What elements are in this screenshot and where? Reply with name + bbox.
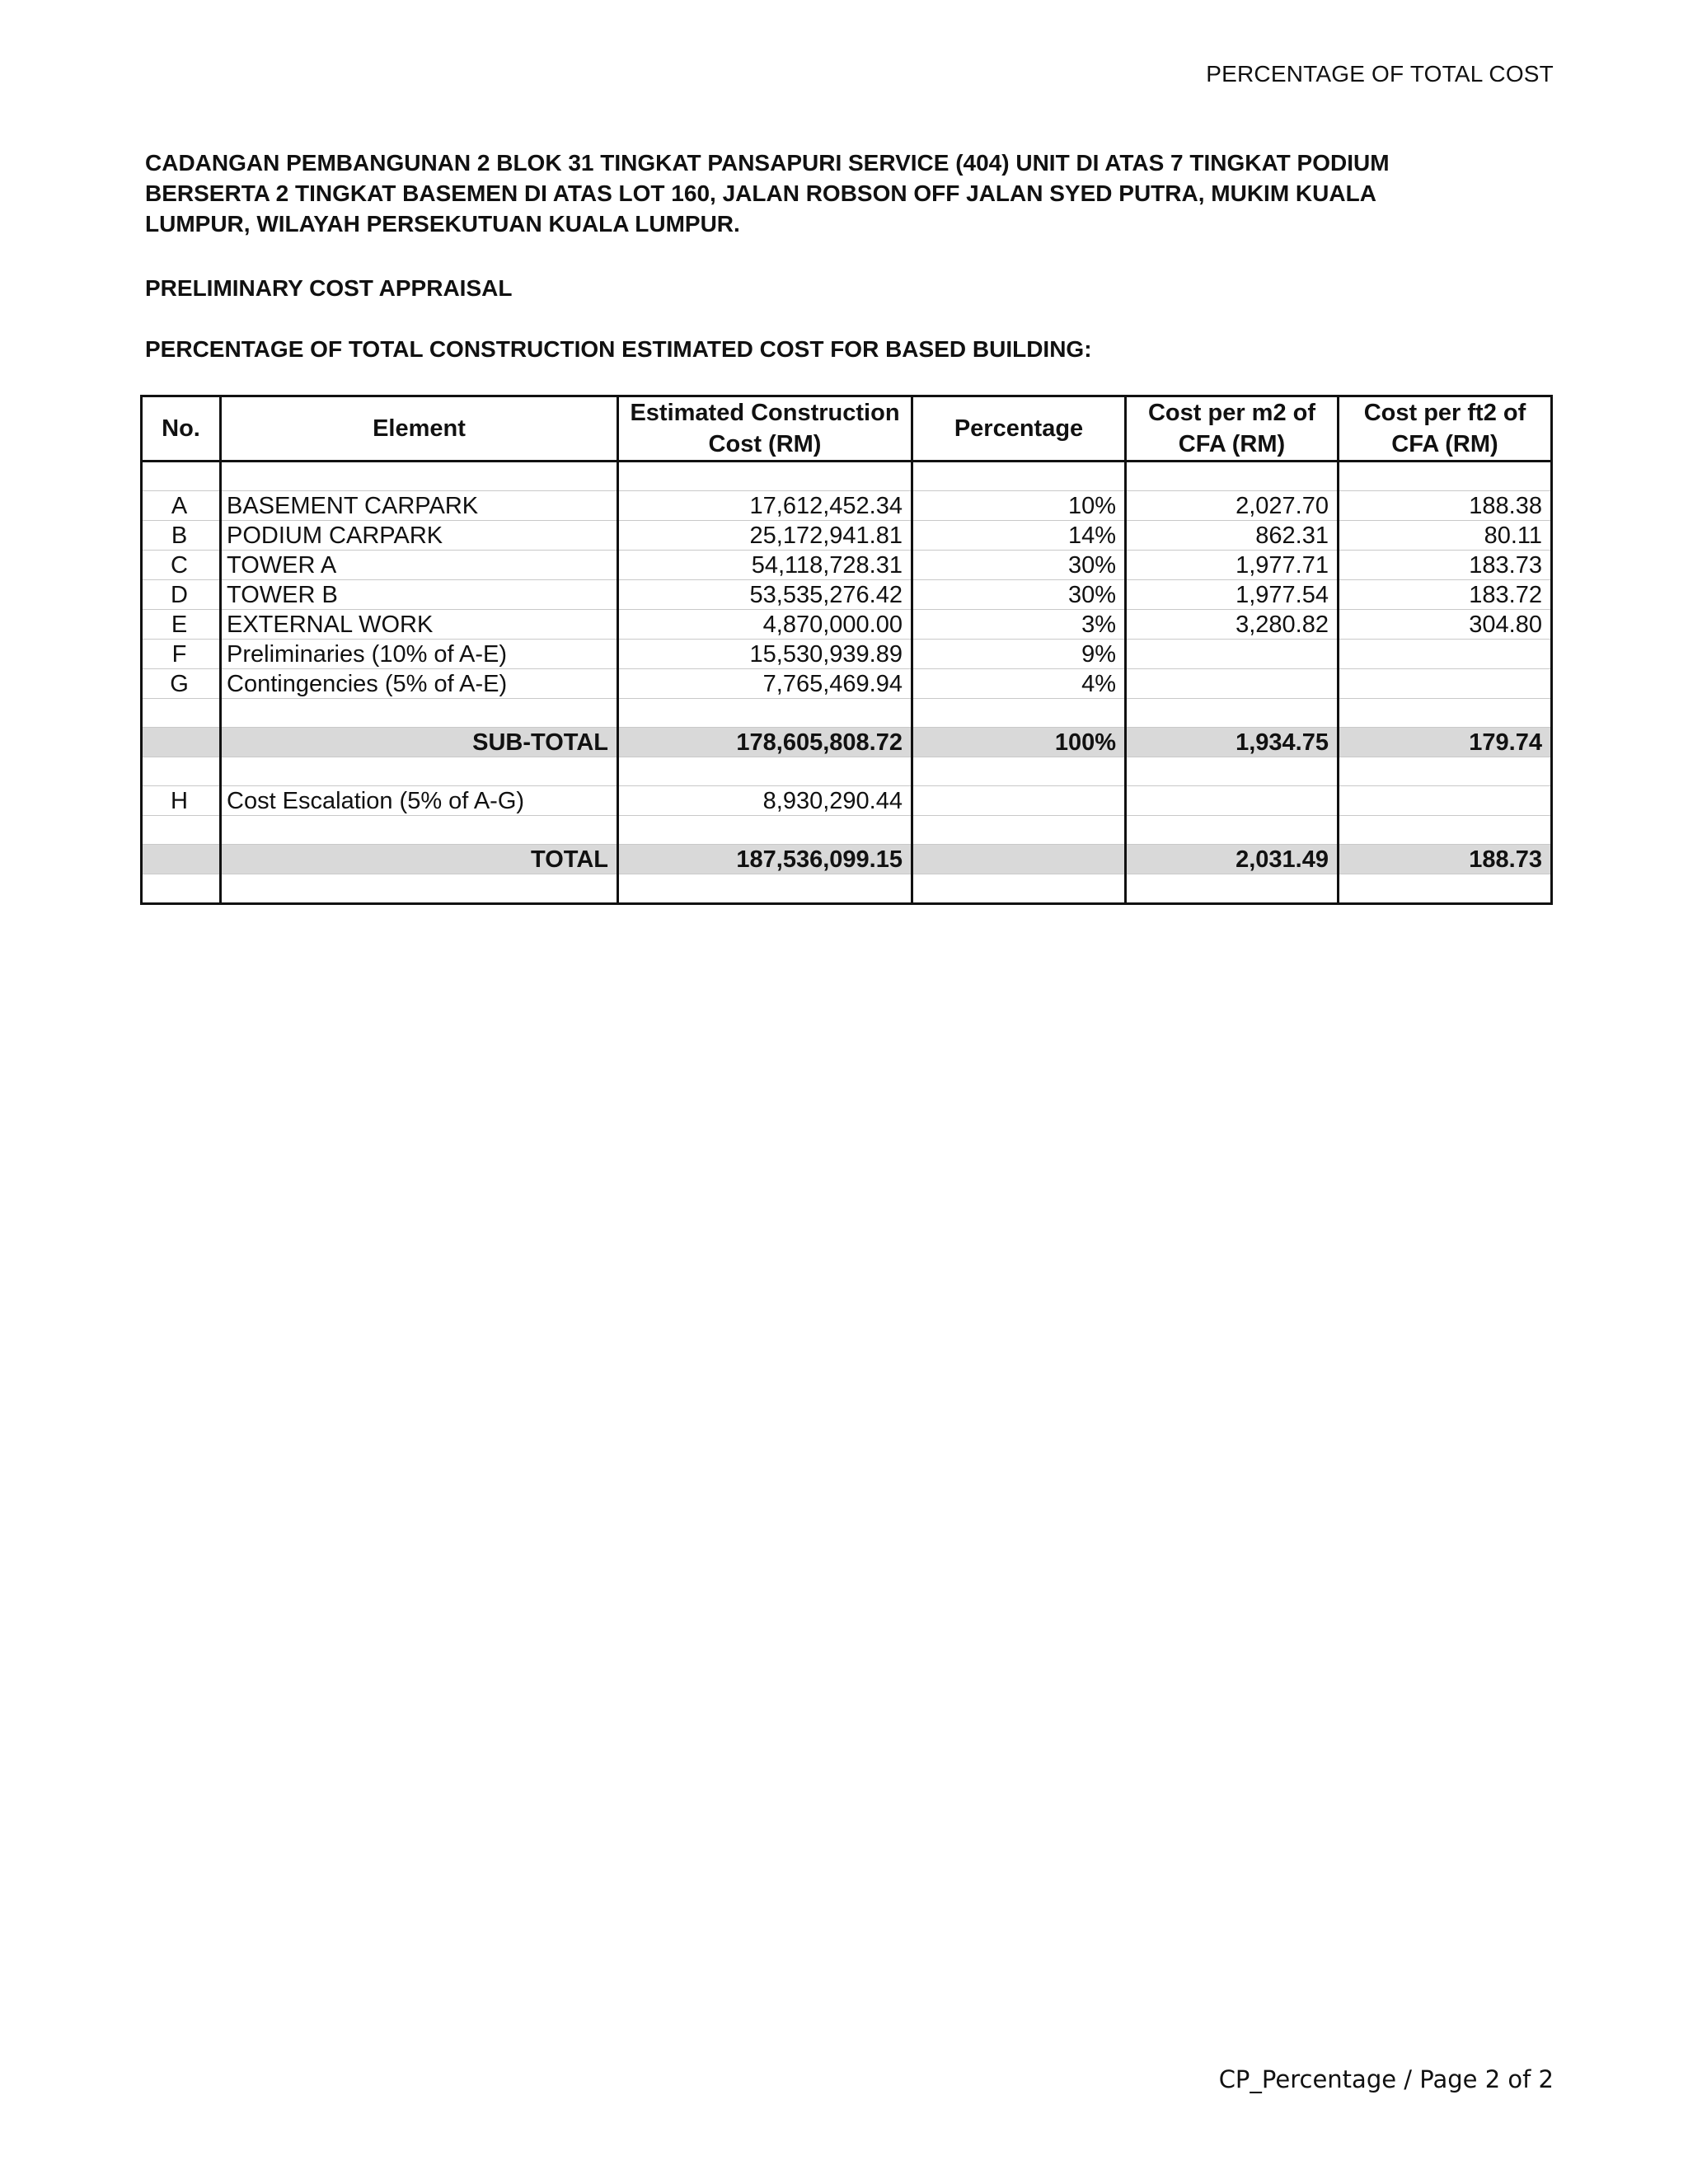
header-element: Element bbox=[221, 396, 618, 462]
spacer-row bbox=[142, 757, 1552, 786]
header-m2-line-1: Cost per m2 of bbox=[1147, 400, 1316, 426]
subtotal-cost-per-m2: 1,934.75 bbox=[1126, 728, 1339, 757]
table-row bbox=[142, 669, 1552, 699]
escalation-no: H bbox=[142, 786, 221, 816]
table-row bbox=[142, 521, 1552, 551]
total-label: TOTAL bbox=[221, 845, 618, 874]
row-cost-per-ft2: 80.11 bbox=[1339, 521, 1552, 551]
table-row bbox=[142, 491, 1552, 521]
row-element: Preliminaries (10% of A-E) bbox=[221, 640, 618, 669]
header-ft2-line-1: Cost per ft2 of bbox=[1363, 400, 1526, 426]
header-cost bbox=[618, 396, 912, 462]
row-cost-per-ft2: 304.80 bbox=[1339, 610, 1552, 640]
row-cost-per-ft2: 188.38 bbox=[1339, 491, 1552, 521]
spacer-row bbox=[142, 874, 1552, 904]
row-cost-per-ft2: 183.72 bbox=[1339, 580, 1552, 610]
subtotal-label: SUB-TOTAL bbox=[221, 728, 618, 757]
row-cost-per-m2: 2,027.70 bbox=[1126, 491, 1339, 521]
total-cost: 187,536,099.15 bbox=[618, 845, 912, 874]
total-row bbox=[142, 845, 1552, 874]
row-cost-per-m2: 1,977.54 bbox=[1126, 580, 1339, 610]
row-cost-per-m2 bbox=[1126, 669, 1339, 699]
row-no: E bbox=[142, 610, 221, 640]
row-cost-per-ft2: 183.73 bbox=[1339, 551, 1552, 580]
appraisal-heading: PRELIMINARY COST APPRAISAL bbox=[145, 275, 513, 301]
table-row bbox=[142, 551, 1552, 580]
header-percentage: Percentage bbox=[912, 396, 1126, 462]
row-no: B bbox=[142, 521, 221, 551]
row-element: EXTERNAL WORK bbox=[221, 610, 618, 640]
subtotal-percentage: 100% bbox=[912, 728, 1126, 757]
row-no: F bbox=[142, 640, 221, 669]
row-cost-per-m2: 3,280.82 bbox=[1126, 610, 1339, 640]
header-cost-line-2: Cost (RM) bbox=[708, 431, 822, 457]
row-cost: 4,870,000.00 bbox=[618, 610, 912, 640]
subtotal-cost-per-ft2: 179.74 bbox=[1339, 728, 1552, 757]
row-cost-per-m2 bbox=[1126, 640, 1339, 669]
header-cost-line-1: Estimated Construction bbox=[630, 400, 900, 426]
header-m2-line-2: CFA (RM) bbox=[1178, 431, 1286, 457]
escalation-cost: 8,930,290.44 bbox=[618, 786, 912, 816]
subtotal-cost: 178,605,808.72 bbox=[618, 728, 912, 757]
spacer-row bbox=[142, 699, 1552, 728]
header-no: No. bbox=[142, 396, 221, 462]
project-title-line-2: BERSERTA 2 TINGKAT BASEMEN DI ATAS LOT 160, JALAN ROBSON OFF JALAN SYED PUTRA, MUKIM KUALA bbox=[145, 180, 1376, 206]
row-cost: 7,765,469.94 bbox=[618, 669, 912, 699]
row-element: Contingencies (5% of A-E) bbox=[221, 669, 618, 699]
row-cost-per-ft2 bbox=[1339, 640, 1552, 669]
row-no: C bbox=[142, 551, 221, 580]
cost-table bbox=[140, 395, 1553, 905]
row-percentage: 10% bbox=[912, 491, 1126, 521]
row-percentage: 3% bbox=[912, 610, 1126, 640]
row-no: A bbox=[142, 491, 221, 521]
page-header: PERCENTAGE OF TOTAL COST bbox=[1206, 61, 1554, 87]
spacer-row bbox=[142, 462, 1552, 491]
subtotal-row bbox=[142, 728, 1552, 757]
row-element: TOWER A bbox=[221, 551, 618, 580]
row-cost-per-m2: 862.31 bbox=[1126, 521, 1339, 551]
row-percentage: 30% bbox=[912, 551, 1126, 580]
row-cost: 53,535,276.42 bbox=[618, 580, 912, 610]
spacer-row bbox=[142, 816, 1552, 845]
row-no: G bbox=[142, 669, 221, 699]
row-cost-per-ft2 bbox=[1339, 669, 1552, 699]
escalation-row bbox=[142, 786, 1552, 816]
row-percentage: 4% bbox=[912, 669, 1126, 699]
row-cost-per-m2: 1,977.71 bbox=[1126, 551, 1339, 580]
table-row bbox=[142, 640, 1552, 669]
total-cost-per-m2: 2,031.49 bbox=[1126, 845, 1339, 874]
project-title bbox=[145, 148, 1497, 239]
page-footer: CP_Percentage / Page 2 of 2 bbox=[1218, 2065, 1554, 2093]
row-element: TOWER B bbox=[221, 580, 618, 610]
header-ft2-line-2: CFA (RM) bbox=[1391, 431, 1498, 457]
row-element: PODIUM CARPARK bbox=[221, 521, 618, 551]
row-percentage: 14% bbox=[912, 521, 1126, 551]
header-cost-per-m2 bbox=[1126, 396, 1339, 462]
table-row bbox=[142, 610, 1552, 640]
row-cost: 25,172,941.81 bbox=[618, 521, 912, 551]
project-title-line-3: LUMPUR, WILAYAH PERSEKUTUAN KUALA LUMPUR. bbox=[145, 211, 740, 237]
header-cost-per-ft2 bbox=[1339, 396, 1552, 462]
total-cost-per-ft2: 188.73 bbox=[1339, 845, 1552, 874]
project-title-line-1: CADANGAN PEMBANGUNAN 2 BLOK 31 TINGKAT PANSAPURI SERVICE (404) UNIT DI ATAS 7 TINGKAT PODIUM bbox=[145, 150, 1390, 176]
row-cost: 17,612,452.34 bbox=[618, 491, 912, 521]
table-heading: PERCENTAGE OF TOTAL CONSTRUCTION ESTIMATED COST FOR BASED BUILDING: bbox=[145, 336, 1092, 362]
table-header-row bbox=[142, 396, 1552, 462]
row-percentage: 9% bbox=[912, 640, 1126, 669]
table-row bbox=[142, 580, 1552, 610]
row-element: BASEMENT CARPARK bbox=[221, 491, 618, 521]
row-cost: 54,118,728.31 bbox=[618, 551, 912, 580]
row-percentage: 30% bbox=[912, 580, 1126, 610]
escalation-element: Cost Escalation (5% of A-G) bbox=[221, 786, 618, 816]
row-no: D bbox=[142, 580, 221, 610]
row-cost: 15,530,939.89 bbox=[618, 640, 912, 669]
